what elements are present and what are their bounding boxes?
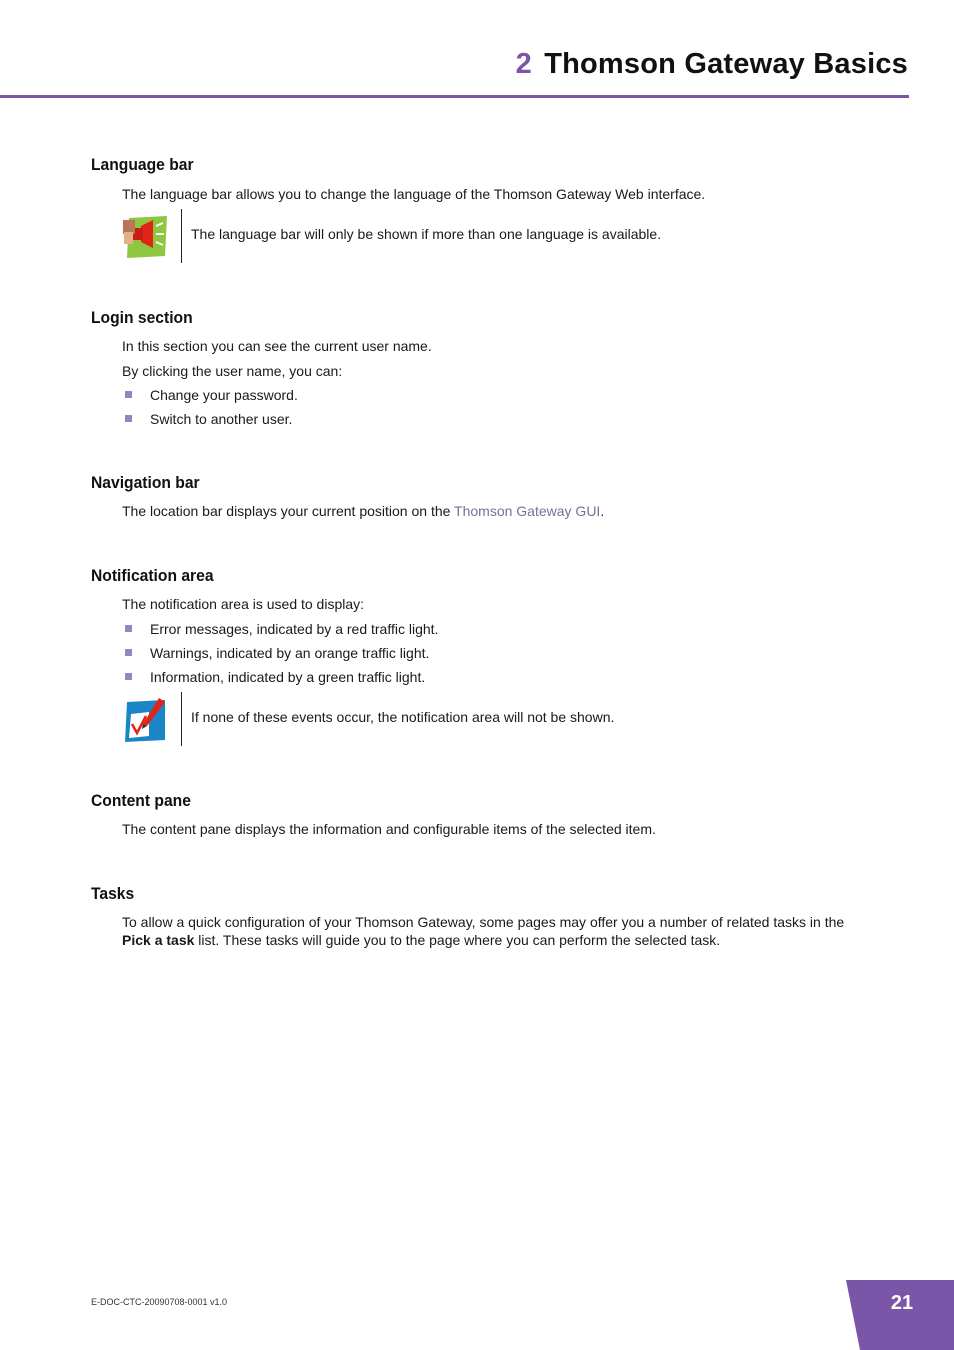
header-divider	[0, 95, 909, 98]
note-text: If none of these events occur, the notification area will not be shown.	[191, 709, 615, 725]
section-title: Tasks	[91, 884, 135, 903]
section-text	[122, 913, 862, 949]
page-number: 21	[890, 1292, 914, 1314]
gateway-gui-link[interactable]: Thomson Gateway GUI	[454, 503, 601, 519]
chapter-title: Thomson Gateway Basics	[544, 48, 908, 80]
list-item: Switch to another user.	[150, 411, 293, 427]
bullet-marker	[125, 625, 132, 632]
chapter-number: 2	[515, 48, 532, 80]
document-id: E-DOC-CTC-20090708-0001 v1.0	[91, 1297, 228, 1307]
section-title: Language bar	[91, 155, 194, 174]
pick-a-task-label: Pick a task	[122, 932, 195, 948]
text-before: The location bar displays your current position on the	[122, 503, 455, 519]
text-after: .	[600, 503, 605, 519]
bullet-marker	[125, 391, 132, 398]
page-number-tab	[846, 1280, 954, 1350]
note-divider	[181, 209, 182, 263]
note-text: The language bar will only be shown if more than one language is available.	[191, 226, 662, 242]
list-item: Change your password.	[150, 387, 298, 403]
list-item: Information, indicated by a green traffic light.	[150, 669, 426, 685]
section-text: By clicking the user name, you can:	[122, 363, 343, 379]
section-text: The notification area is used to display:	[122, 596, 365, 612]
section-title: Login section	[91, 308, 193, 327]
bullet-marker	[125, 649, 132, 656]
checkmark-pencil-icon	[121, 696, 169, 744]
section-title: Navigation bar	[91, 473, 200, 492]
text-before: To allow a quick configuration of your Thomson Gateway, some pages may offer you a number of related tasks in the	[122, 914, 845, 930]
bullet-marker	[125, 415, 132, 422]
section-title: Notification area	[91, 566, 214, 585]
list-item: Warnings, indicated by an orange traffic light.	[150, 645, 430, 661]
list-item: Error messages, indicated by a red traffic light.	[150, 621, 439, 637]
section-text	[122, 502, 604, 520]
chapter-heading	[516, 48, 908, 81]
bullet-marker	[125, 673, 132, 680]
megaphone-icon	[121, 212, 169, 260]
section-text: In this section you can see the current user name.	[122, 338, 432, 354]
section-text: The language bar allows you to change the language of the Thomson Gateway Web interface.	[122, 186, 706, 202]
note-divider	[181, 692, 182, 746]
section-title: Content pane	[91, 791, 191, 810]
section-text: The content pane displays the information and configurable items of the selected item.	[122, 821, 656, 837]
text-after: list. These tasks will guide you to the page where you can perform the selected task.	[194, 932, 721, 948]
